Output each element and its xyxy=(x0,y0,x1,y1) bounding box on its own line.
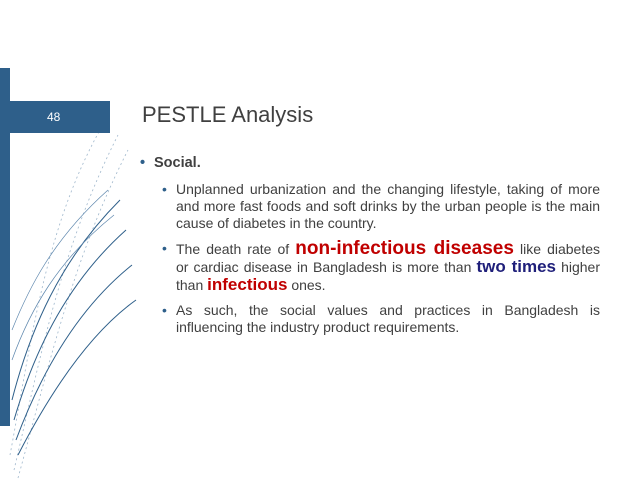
bullet-social xyxy=(140,155,600,171)
sub-bullet-1-text: Unplanned urbanization and the changing lifestyle, taking of more and more fast foods and soft drinks by the urban people is the main cause of diabetes in the country. xyxy=(176,181,600,231)
bullet-dot-icon: • xyxy=(140,155,146,171)
slide-title: PESTLE Analysis xyxy=(142,102,314,127)
heading-social: Social. xyxy=(154,155,201,171)
sub-bullet-2 xyxy=(162,240,600,294)
sub-bullet-3 xyxy=(162,302,600,336)
highlight-two-times: two times xyxy=(476,257,557,276)
decorative-lines xyxy=(0,0,140,493)
bullet-dot-icon: • xyxy=(162,302,167,318)
highlight-infectious: infectious xyxy=(207,275,288,294)
sub-bullet-2-text-d: ones. xyxy=(287,277,326,293)
sub-bullet-2-text-b: like diabetes or cardiac disease in Bangladesh is more than xyxy=(176,241,600,275)
highlight-non-infectious-diseases: non-infectious diseases xyxy=(295,238,514,259)
slide-number: 48 xyxy=(47,110,61,124)
sub-bullet-2-text-c: higher than xyxy=(176,259,600,293)
bullet-dot-icon: • xyxy=(162,181,167,197)
slide-content xyxy=(140,155,600,344)
left-accent-stripe xyxy=(0,68,10,426)
slide-number-tab xyxy=(10,101,110,133)
sub-bullet-2-text-a: The death rate of xyxy=(176,241,296,257)
sub-bullet-1 xyxy=(162,181,600,232)
bullet-dot-icon: • xyxy=(162,240,167,256)
sub-bullet-3-text: As such, the social values and practices in Bangladesh is influencing the industry product requirements. xyxy=(176,302,600,335)
